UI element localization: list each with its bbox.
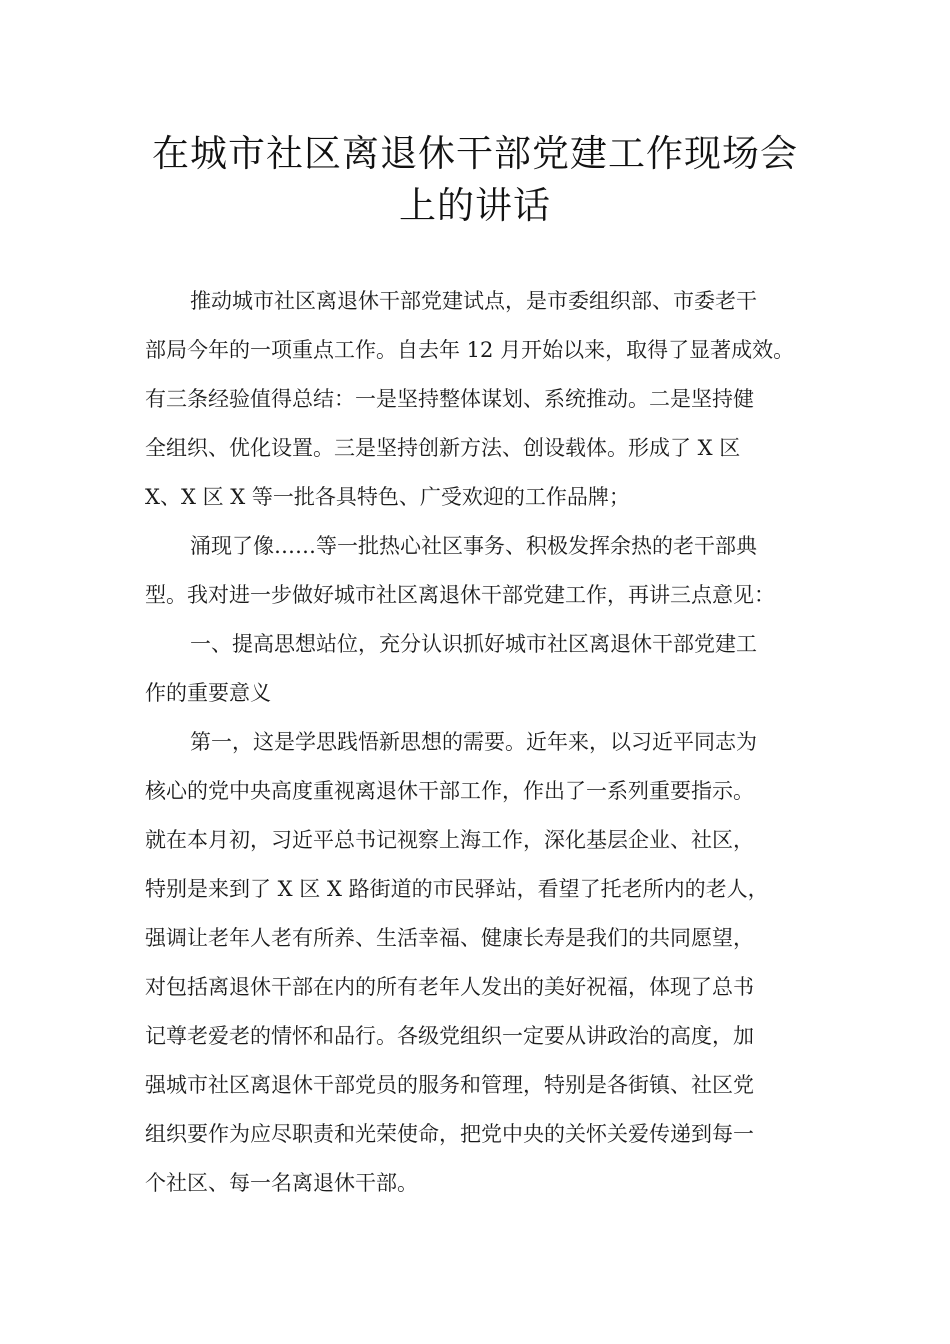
title-line: 在城市社区离退休干部党建工作现场会 xyxy=(152,132,798,175)
text-line: 有三条经验值得总结：一是坚持整体谋划、系统推动。二是坚持健 xyxy=(145,387,754,411)
text-line: 记尊老爱老的情怀和品行。各级党组织一定要从讲政治的高度，加 xyxy=(145,1024,754,1048)
text-line: 就在本月初，习近平总书记视察上海工作，深化基层企业、社区， xyxy=(145,828,754,852)
text-line: 强调让老年人老有所养、生活幸福、健康长寿是我们的共同愿望， xyxy=(145,926,754,950)
document-body xyxy=(145,277,810,1208)
title-line: 上的讲话 xyxy=(399,184,551,227)
document-title xyxy=(120,128,830,232)
text-line: 核心的党中央高度重视离退休干部工作，作出了一系列重要指示。 xyxy=(145,779,754,803)
section-heading-1 xyxy=(145,620,810,718)
paragraph-3 xyxy=(145,718,810,1208)
text-line: 个社区、每一名离退休干部。 xyxy=(145,1171,418,1195)
text-line: 推动城市社区离退休干部党建试点，是市委组织部、市委老干 xyxy=(190,289,757,313)
text-line: 涌现了像……等一批热心社区事务、积极发挥余热的老干部典 xyxy=(190,534,757,558)
text-line: 型。我对进一步做好城市社区离退休干部党建工作，再讲三点意见： xyxy=(145,583,775,607)
text-line: 一、提高思想站位，充分认识抓好城市社区离退休干部党建工 xyxy=(190,632,757,656)
text-line: 特别是来到了 X 区 X 路街道的市民驿站，看望了托老所内的老人， xyxy=(145,877,769,901)
text-line: 组织要作为应尽职责和光荣使命，把党中央的关怀关爱传递到每一 xyxy=(145,1122,754,1146)
text-line: 强城市社区离退休干部党员的服务和管理，特别是各街镇、社区党 xyxy=(145,1073,754,1097)
paragraph-2 xyxy=(145,522,810,620)
text-line: 对包括离退休干部在内的所有老年人发出的美好祝福，体现了总书 xyxy=(145,975,754,999)
text-line: 第一，这是学思践悟新思想的需要。近年来，以习近平同志为 xyxy=(190,730,757,754)
text-line: 部局今年的一项重点工作。自去年 12 月开始以来，取得了显著成效。 xyxy=(145,338,795,362)
text-line: 全组织、优化设置。三是坚持创新方法、创设载体。形成了 X 区 xyxy=(145,436,741,460)
text-line: 作的重要意义 xyxy=(145,681,271,705)
paragraph-1 xyxy=(145,277,810,522)
text-line: X、X 区 X 等一批各具特色、广受欢迎的工作品牌； xyxy=(145,485,630,509)
